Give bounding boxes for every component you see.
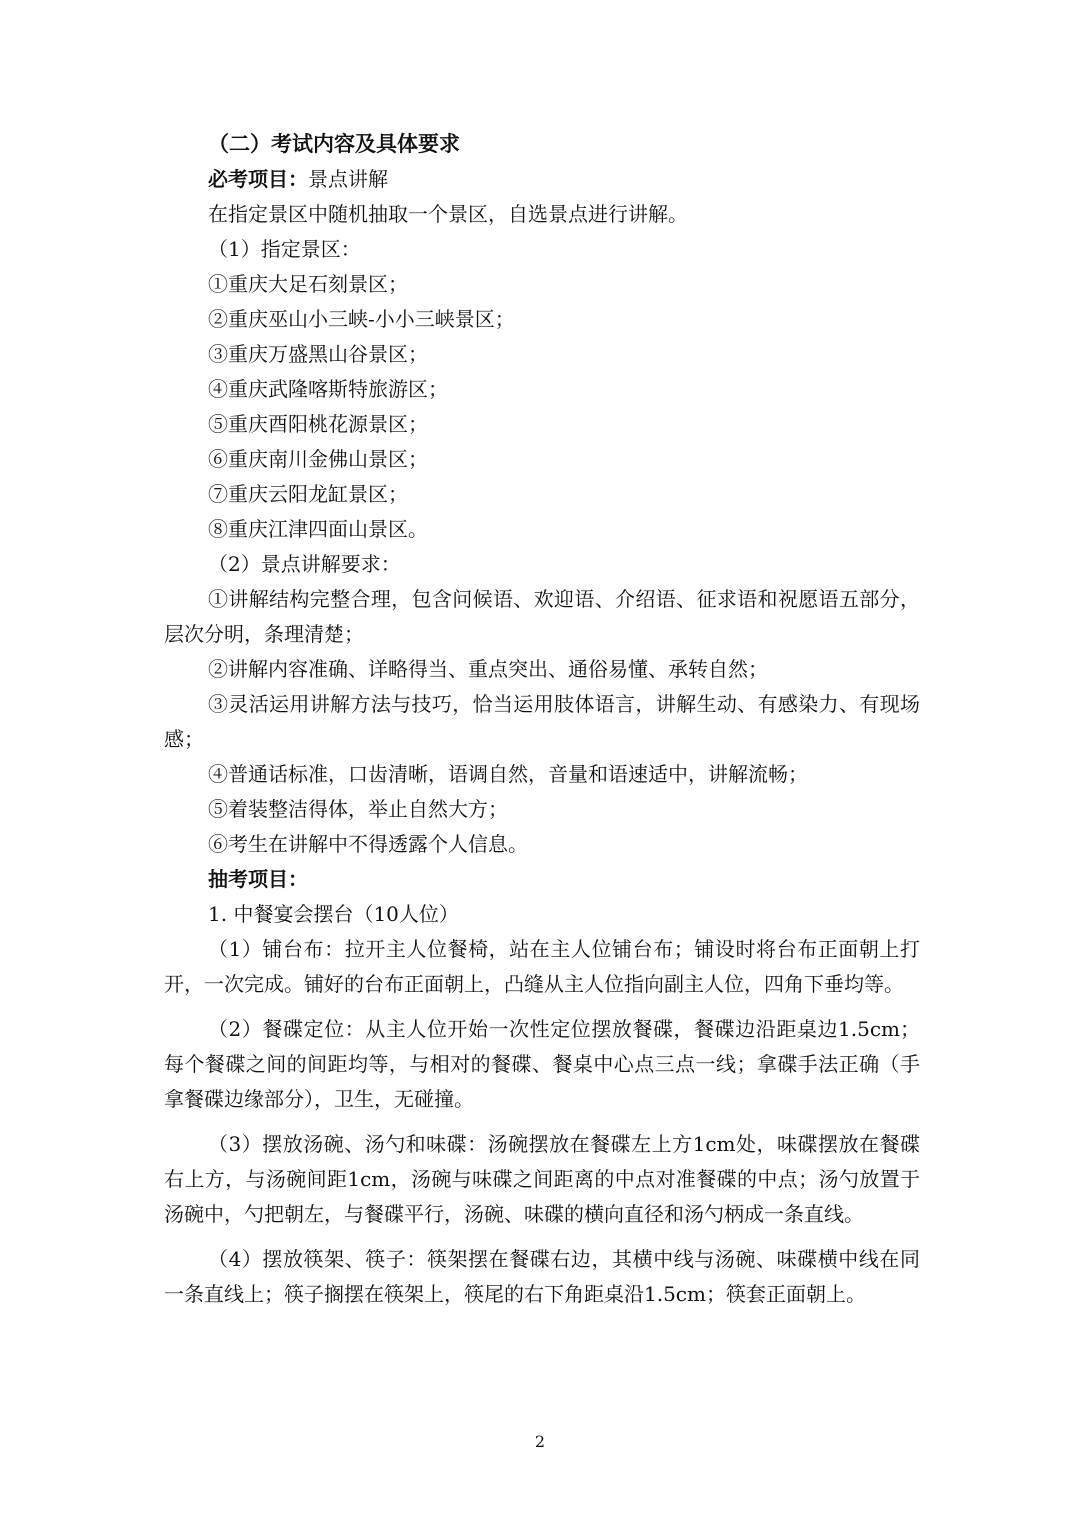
setup-step: （3）摆放汤碗、汤勺和味碟：汤碗摆放在餐碟左上方1cm处，味碟摆放在餐碟右上方，与汤碗间距1cm，汤碗与味碟之间距离的中点对准餐碟的中点；汤勺放置于汤碗中，勺把朝左，与餐碟平行，汤碗、味碟的横向直径和汤勺柄成一条直线。 [164,1132,920,1226]
required-intro: 在指定景区中随机抽取一个景区，自选景点进行讲解。 [208,202,688,226]
requirements-label: （2）景点讲解要求： [208,552,401,576]
page-number: 2 [534,1432,546,1451]
setup-step: （1）铺台布：拉开主人位餐椅，站在主人位铺台布；铺设时将台布正面朝上打开，一次完成。铺好的台布正面朝上，凸缝从主人位指向副主人位，四角下垂均等。 [164,937,920,996]
requirement-item: ⑤着装整洁得体，举止自然大方； [208,797,508,821]
requirement-item: ①讲解结构完整合理，包含问候语、欢迎语、介绍语、征求语和祝愿语五部分，层次分明，条理清楚； [164,587,920,646]
requirement-item: ④普通话标准，口齿清晰，语调自然，音量和语速适中，讲解流畅； [208,762,808,786]
page-content [164,126,920,1312]
scenic-area-item: ⑥重庆南川金佛山景区； [208,447,428,471]
paragraph-gap [164,1117,920,1127]
requirement-item: ②讲解内容准确、详略得当、重点突出、通俗易懂、承转自然； [208,657,768,681]
scenic-area-item: ⑤重庆酉阳桃花源景区； [208,412,428,436]
scenic-area-item: ⑦重庆云阳龙缸景区； [208,482,408,506]
optional-item-title: 1. 中餐宴会摆台（10人位） [208,902,459,926]
requirement-item: ③灵活运用讲解方法与技巧，恰当运用肢体语言，讲解生动、有感染力、有现场感； [164,692,920,751]
setup-step: （4）摆放筷架、筷子：筷架摆在餐碟右边，其横中线与汤碗、味碟横中线在同一条直线上；筷子搁摆在筷架上，筷尾的右下角距桌沿1.5cm；筷套正面朝上。 [164,1247,920,1306]
scenic-area-item: ③重庆万盛黑山谷景区； [208,342,428,366]
designated-areas-label: （1）指定景区： [208,237,361,261]
requirement-item: ⑥考生在讲解中不得透露个人信息。 [208,832,528,856]
setup-step: （2）餐碟定位：从主人位开始一次性定位摆放餐碟，餐碟边沿距桌边1.5cm；每个餐碟之间的间距均等，与相对的餐碟、餐桌中心点三点一线；拿碟手法正确（手拿餐碟边缘部分），卫生，无碰撞。 [164,1017,920,1111]
paragraph-gap [164,1002,920,1012]
scenic-area-item: ②重庆巫山小三峡-小小三峡景区； [208,307,515,331]
scenic-area-item: ⑧重庆江津四面山景区。 [208,517,428,541]
section-heading: （二）考试内容及具体要求 [208,131,460,156]
optional-items-label: 抽考项目： [208,867,308,891]
required-items-line [164,162,920,197]
required-items-label: 必考项目： [208,167,308,191]
paragraph-gap [164,1232,920,1242]
scenic-area-item: ①重庆大足石刻景区； [208,272,408,296]
scenic-area-item: ④重庆武隆喀斯特旅游区； [208,377,448,401]
required-items-topic: 景点讲解 [308,167,388,191]
